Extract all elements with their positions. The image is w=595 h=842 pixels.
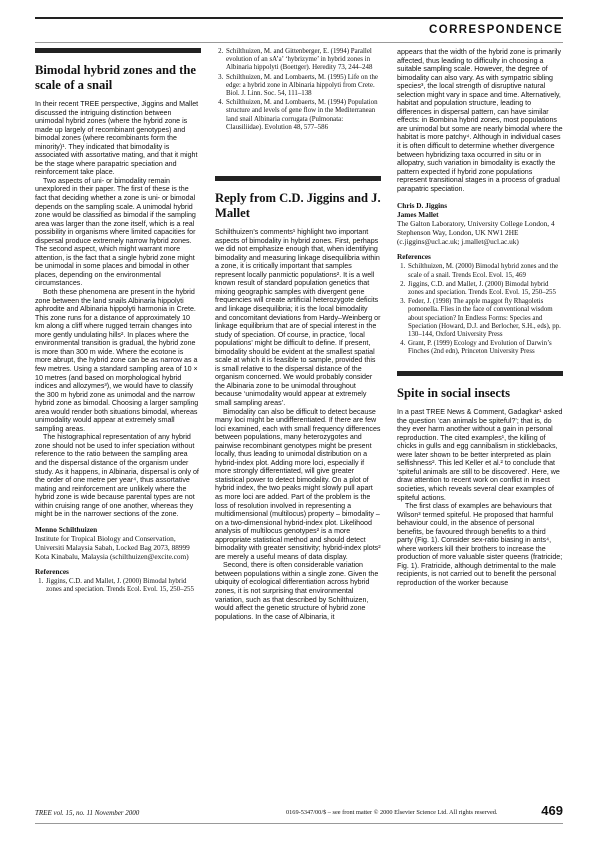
reference-item: 3. Feder, J. (1998) The apple maggot fly Rhagoletis pomonella. Flies in the face of conventional wisdom about speciation? In Endless Forms: Species and Speciation (Howard, D.J. and Berlocher, S.H., eds), pp. 130–144, Oxford University Press (407, 298, 563, 339)
article1-author-block (35, 525, 201, 561)
footer-journal: TREE vol. 15, no. 11 November 2000 (35, 809, 140, 817)
article3-paragraph: The first class of examples are behaviours that Wilson³ termed spiteful. He proposed that harmful behaviour could, in the absence of personal benefits, be favoured through benefits to a third party (Fig. 1). Consider sex-ratio biasing in ants⁴, where workers kill their brothers to increase the production of more valuable sister queens (fratricide; Fig. 1). Fratricide, although detrimental to the male recipients, is not carried out to benefit the personal reproduction of the worker because (397, 502, 563, 587)
footer-copyright: 0169-5347/00/$ – see front matter © 2000 Elsevier Science Ltd. All rights reserved. (286, 809, 498, 816)
article1-paragraph: Two aspects of uni- or bimodality remain unexplored in their paper. The first of these is the fact that deciding whether a zone is uni- or bimodal depends on the sampling scale. A unimodal hybrid zone would be classified as bimodal if the sampling area was larger than the zone itself, which is a real possibility in organisms where limited capacities for dispersal produce extremely narrow hybrid zones. The second aspect, which might warrant more attention, is the fact that a single hybrid zone might be unimodal in some places and bimodal in other places, depending on the environmental circumstances. (35, 176, 196, 288)
article-divider-bar (397, 371, 563, 376)
article2-references-heading: References (397, 252, 431, 262)
reference-item: 1. Schilthuizen, M. (2000) Bimodal hybrid zones and the scale of a snail. Trends Ecol. Evol. 15, 469 (407, 263, 563, 279)
top-rule (35, 17, 563, 19)
article2-author-name: James Mallet (397, 210, 439, 220)
footer-rule (35, 823, 563, 824)
article-divider-bar (215, 176, 381, 181)
article2-author-block (397, 201, 563, 246)
article1-title: Bimodal hybrid zones and the scale of a snail (35, 63, 196, 92)
article3-title: Spite in social insects (397, 385, 510, 400)
column-3 (397, 48, 563, 588)
article2-paragraph-continued: appears that the width of the hybrid zone is primarily affected, thus leading to difficulty in choosing a suitable sampling scale. However, the degree of bimodality can also vary. As with sympatric sibling species³, the local strength of disruptive natural selection might vary in space and time. Alternatively, habitat and population structure, leading to differences in dispersal pattern, can have similar effects: in Bombina hybrid zones, most populations are unimodal but some are nearly bimodal where the habitat is more patchy⁴. Although in individual cases it is often difficult to determine whether divergence between hybridizing taxa occurred in situ or in allopatry, such variation in bimodality is exactly the pattern expected if hybrid zone populations represent transitional stages in a process of gradual parapatric speciation. (397, 48, 563, 193)
article2-paragraph: Second, there is often considerable variation between populations within a single zone. Given the ubiquity of ecological differentiation across hybrid zones, it is not surprising that environmental variation, such as that described by Schilthuizen, would affect the genetic structure of hybrid zone populations. In the case of Albinaria, it (215, 561, 379, 621)
reference-item: 2. Jiggins, C.D. and Mallet, J. (2000) Bimodal hybrid zones and speciation. Trends Ecol. Evol. 15, 250–255 (407, 281, 563, 297)
reference-item: 4. Schilthuizen, M. and Lombaerts, M. (1994) Population structure and levels of gene flow in the Mediterranean land snail Albinaria corrugata (Pulmonata: Clausiliidae). Evolution 48, 577–586 (225, 99, 381, 132)
article3-paragraph: In a past TREE News & Comment, Gadagkar¹ asked the question ‘can animals be spiteful?’; that is, do they ever harm another without a gain in personal reproduction. The cited examples¹, the killing of chicks in gulls and egg cannibalism in sticklebacks, were later shown to be better interpreted as plain selfishness². This led Keller et al.² to conclude that ‘spiteful animals are still to be discovered’. Here, we draw attention to recent work on conflict in insect societies, which reveals several clear examples of spiteful actions. (397, 408, 563, 502)
reference-item: 4. Grant, P. (1999) Ecology and Evolution of Darwin’s Finches (2nd edn), Princeton University Press (407, 340, 563, 356)
reference-item: 2. Schilthuizen, M. and Gittenberger, E. (1994) Parallel evolution of an sA’a’ ‘hybrizyme’ in hybrid zones in Albinaria hippolyti (Boettger). Heredity 73, 244–248 (225, 48, 381, 73)
reference-item: 1. Jiggins, C.D. and Mallet, J. (2000) Bimodal hybrid zones and speciation. Trends Ecol. Evol. 15, 250–255 (45, 578, 201, 594)
column-2 (215, 48, 381, 621)
article2-author-affiliation: The Galton Laboratory, University College London, 4 Stephenson Way, London, UK NW1 2HE (c.jiggins@ucl.ac.uk; j.mallet@ucl.ac.uk) (397, 219, 555, 247)
article-divider-bar (35, 48, 201, 53)
article1-paragraph: Both these phenomena are present in the hybrid zone between the land snails Albinaria hippolyti aphrodite and Albinaria hippolyti harmonia in Crete. This zone runs for a distance of approximately 10 km along a cliff where rugged terrain changes into more gently undulating hills². In places where the environmental transition is gradual, the hybrid zone is more than 300 m wide. Where the ecotone is more abrupt, the hybrid zone can be as narrow as a few metres. Using a standard sampling area of 10 × 10 metres (and based on morphological hybrid indices and allozymes³), we would have to classify the 300 m hybrid zone as unimodal and the narrow hybrid zone as bimodal. Choosing a larger sampling area would render both situations bimodal, whereas unimodality would appear at extremely small sampling areas. (35, 288, 199, 433)
article2-paragraph: Schilthuizen’s comments¹ highlight two important aspects of bimodality in hybrid zones. First, perhaps we did not emphasize enough that, when identifying bimodality and measuring linkage disequilibria within a zone, it is critically important that samples represent locally panmictic populations². It is a well known result of standard population genetics that mixing geographic samples with divergent gene frequencies will create artificial heterozygote deficits and linkage disequilibria; it is the local bimodality and concomitant deviations from Hardy–Weinberg or linkage equilibrium that are of special interest in the study of speciation. Of course, in practice, ‘local populations’ might be difficult to define. If present, bimodality should be evident at the smallest spatial scale at which it is feasible to sample, provided this is small relative to the dispersal distance of the organism concerned. We would probably consider the Albinaria zone to be unimodal throughout because ‘unimodality would appear at extremely small sampling areas’. (215, 228, 381, 407)
article1-reference-list (35, 578, 201, 594)
article2-author-name: Chris D. Jiggins (397, 201, 448, 211)
reference-item: 3. Schilthuizen, M. and Lombaerts, M. (1995) Life on the edge: a hybrid zone in Albinaria hippolyti from Crete. Biol. J. Linn. Soc. 54, 111–138 (225, 74, 381, 99)
column-1 (35, 48, 201, 595)
article1-author-name: Menno Schilthuizen (35, 524, 98, 534)
article1-author-affiliation: Institute for Tropical Biology and Conservation, Universiti Malaysia Sabah, Locked Bag 2073, 88999 Kota Kinabalu, Malaysia (schilthuizen@excite.com) (35, 533, 190, 561)
article2-paragraph: Bimodality can also be difficult to detect because many loci might be undifferentiated. If there are few loci examined, each with small frequency differences between populations, many heterozygotes and pairwise recombinant genotypes might be present locally, thus leading to unimodal distribution on a hybrid-index plot. Adding more loci, especially if more strongly differentiated, will give greater statistical power to detect bimodality. On a plot of hybrid index, the two peaks might slowly pull apart as more loci are added. Part of the problem is the loss of resolution involved in representing a multidimensional (multilocus) property – bimodality – on a two-dimensional hybrid-index plot. Likelihood analysis of multilocus genotypes² is a more appropriate statistical method and should detect bimodality with greater sensitivity; hybrid-index plots² are merely a useful means of data display. (215, 407, 381, 561)
article1-paragraph: In their recent TREE perspective, Jiggins and Mallet discussed the intriguing distinction between unimodal hybrid zones (where the hybrid zone is made up largely of recombinant genotypes) and bimodal zones (where recombinants form the minority)¹. They indicated that bimodality is associated with assortative mating, and that it might be the stage where parapatric speciation and reinforcement take place. (35, 100, 199, 177)
article1-paragraph: The histographical representation of any hybrid zone should not be used to infer speciation without reference to the ratio between the sampling area and the dispersal distance of the organism under study. As it happens, in Albinaria, dispersal is only of the order of one metre per year⁴, thus assortative mating and reinforcement are unlikely where the hybrid zone is wide because parental types are not within cruising range of one another, whereas they might be in the narrower sections of the zone. (35, 433, 199, 519)
header-rule (35, 42, 563, 43)
section-header: CORRESPONDENCE (429, 24, 563, 36)
article1-references-heading: References (35, 566, 69, 576)
article1-reference-list-continued (215, 48, 381, 132)
article2-title: Reply from C.D. Jiggins and J. Mallet (215, 191, 381, 220)
page-number: 469 (541, 803, 563, 818)
article2-reference-list (397, 263, 563, 356)
